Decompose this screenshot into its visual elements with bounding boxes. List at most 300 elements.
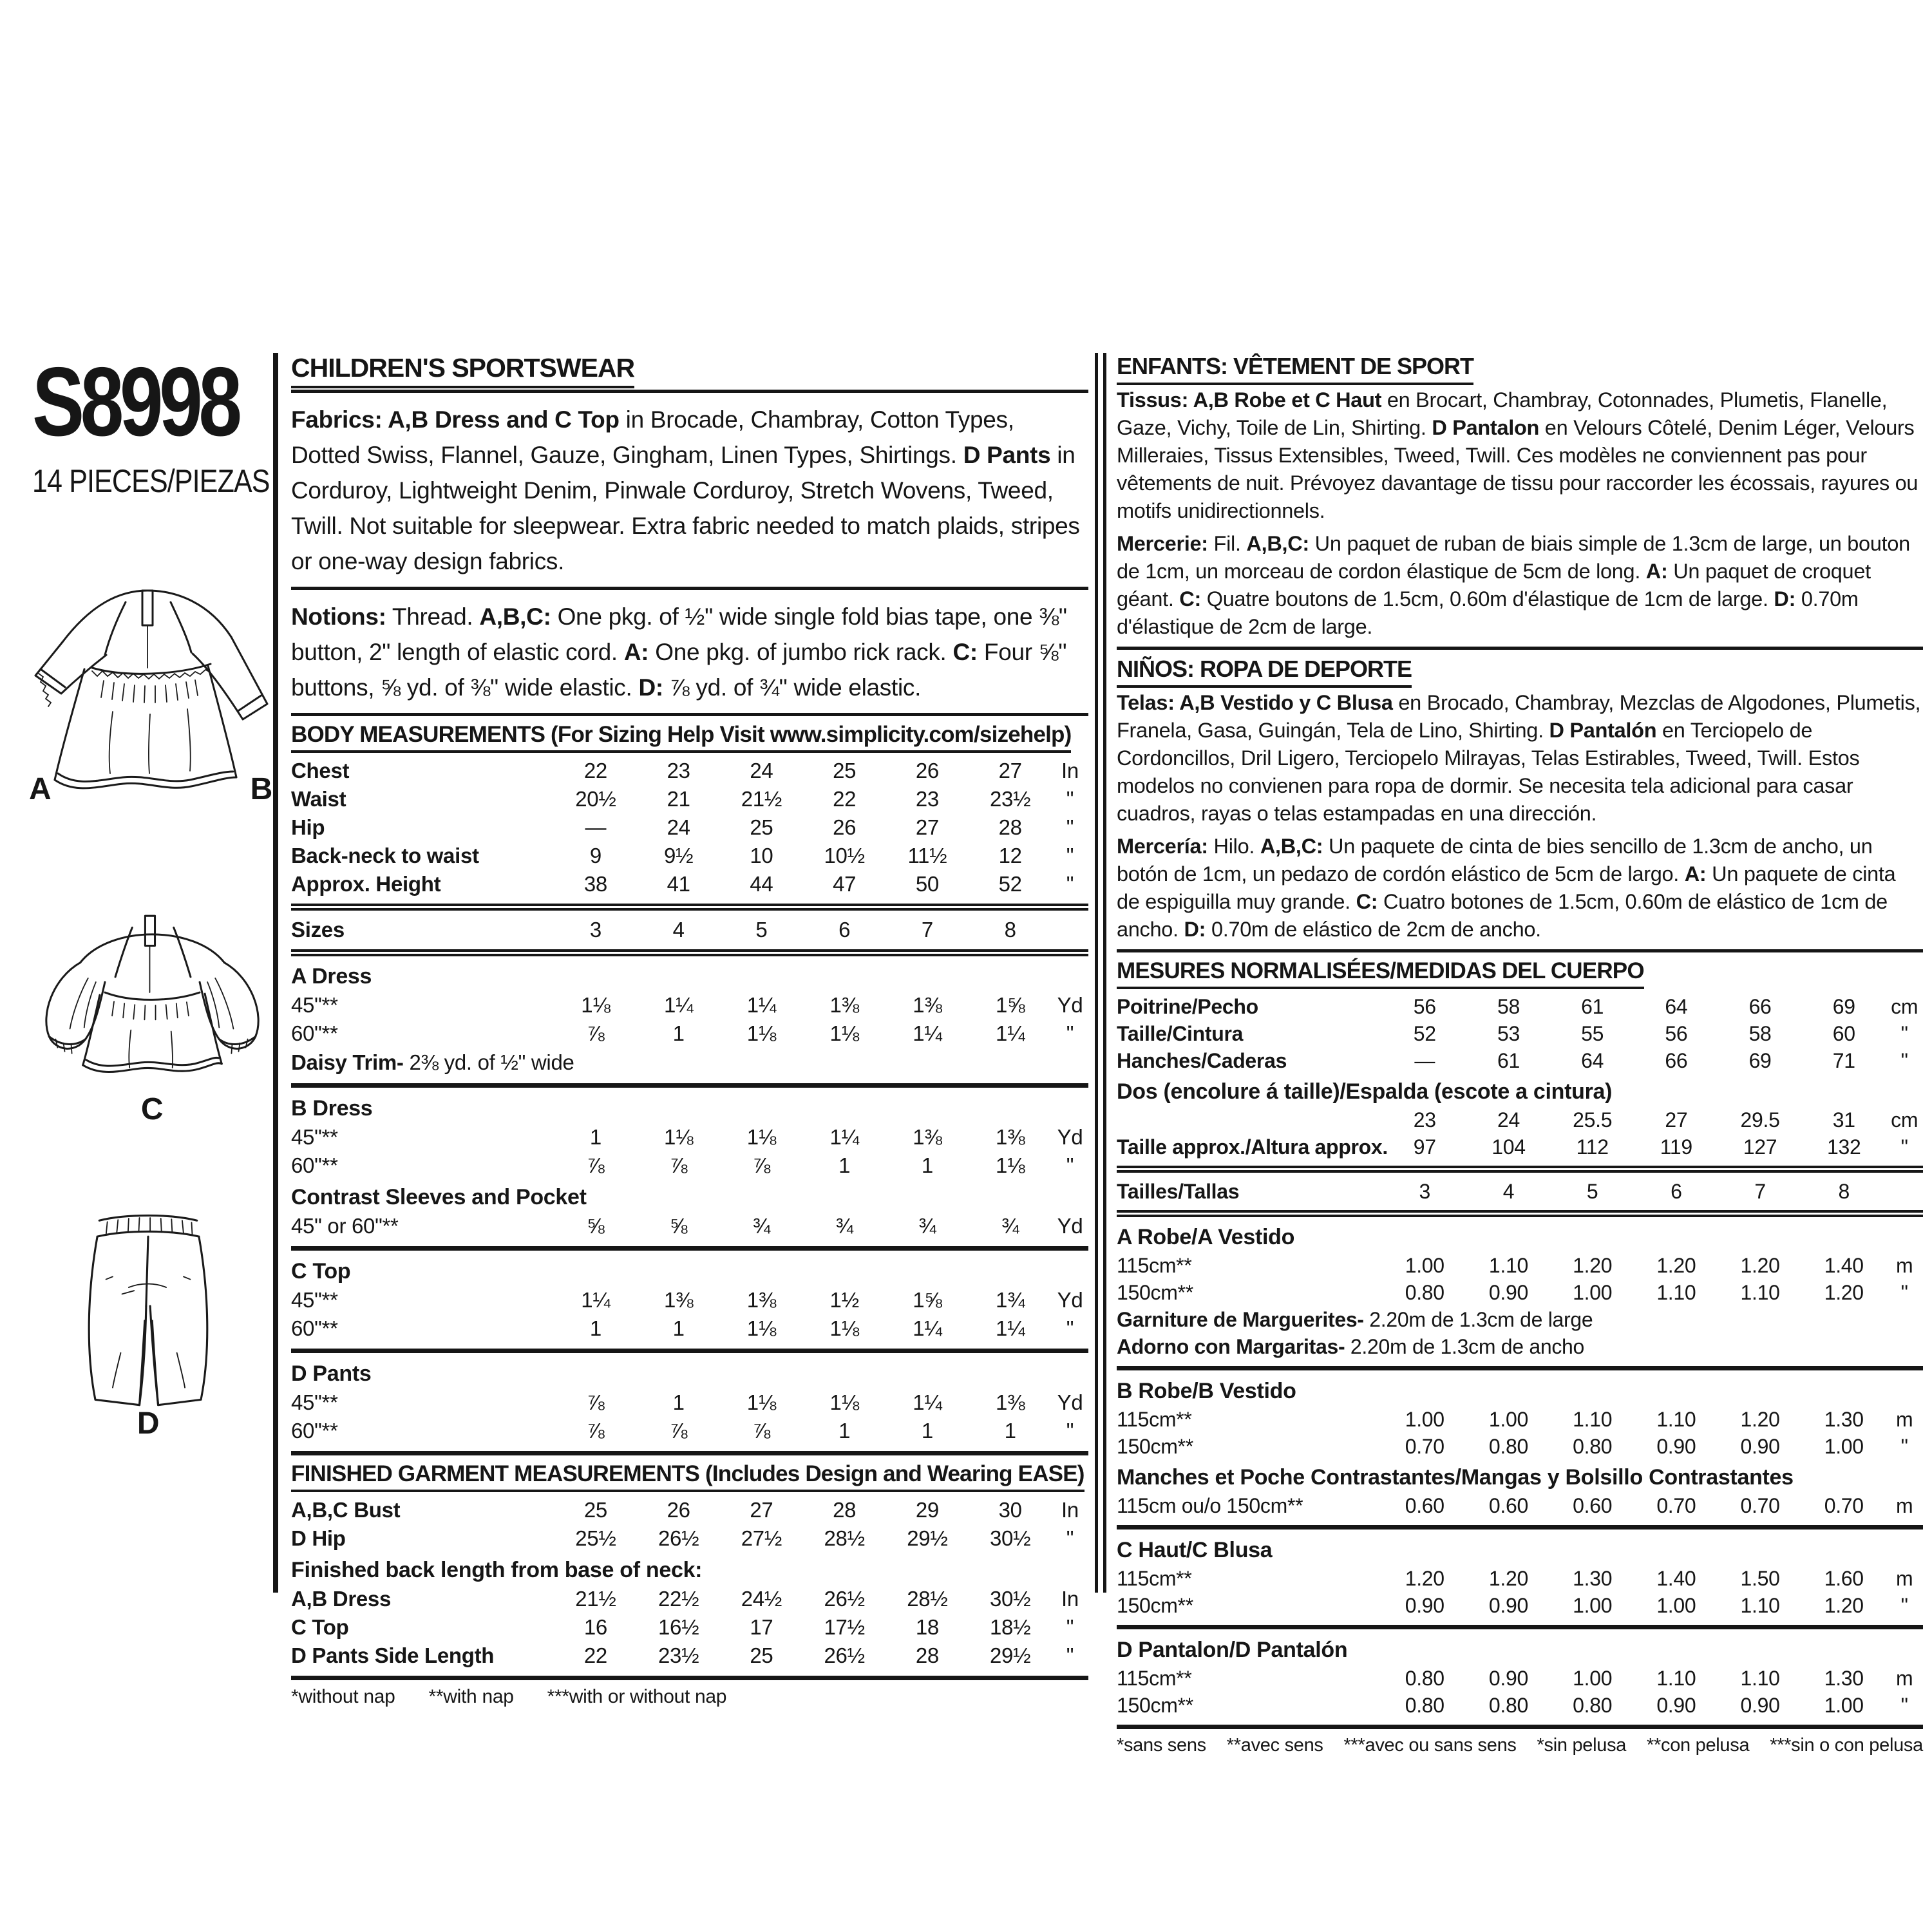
unit-cell: " xyxy=(1066,787,1074,811)
cell-value: ¾ xyxy=(752,1214,771,1238)
cell-value: 1¼ xyxy=(996,1021,1025,1045)
unit-cell: Yd xyxy=(1057,1214,1083,1238)
cell-value: 1¼ xyxy=(913,1316,942,1340)
d-pantalon-header: D Pantalon/D Pantalón xyxy=(1117,1638,1348,1662)
pattern-logo-block xyxy=(32,347,274,500)
unit-cell: cm xyxy=(1891,995,1918,1018)
cell-value: 1 xyxy=(921,1153,933,1177)
cell-value: 0.80 xyxy=(1573,1694,1613,1717)
text-segment: Quatre boutons de 1.5cm, 0.60m d'élastique de 1cm de large. xyxy=(1201,587,1774,611)
cell-value: 104 xyxy=(1492,1135,1526,1159)
garniture-note xyxy=(1117,1306,1923,1333)
unit-cell: m xyxy=(1896,1567,1913,1590)
cell-value: ⅞ xyxy=(752,1419,771,1443)
table-row xyxy=(1117,1433,1923,1460)
cell-value: 1.00 xyxy=(1573,1667,1613,1690)
text-segment: A: xyxy=(1684,862,1707,886)
text-segment: Four ⅝" buttons, ⅝ yd. of ⅜" wide elastic. xyxy=(291,639,1067,701)
cell-value: ¾ xyxy=(1001,1214,1019,1238)
text-segment: D: xyxy=(638,674,663,701)
cell-value: 24 xyxy=(750,759,773,782)
divider xyxy=(291,713,1088,716)
cell-value: 52 xyxy=(998,872,1022,896)
text-segment: One pkg. of jumbo rick rack. xyxy=(649,639,953,665)
unit-cell: m xyxy=(1896,1408,1913,1431)
footnote-with-nap: **with nap xyxy=(428,1686,514,1707)
pants-d-illustration xyxy=(64,1199,232,1441)
text-segment: Tissus: A,B Robe et C Haut xyxy=(1117,388,1382,412)
unit-cell: " xyxy=(1066,1021,1074,1045)
garment-label-c: C xyxy=(140,1092,164,1126)
section-title-english: CHILDREN'S SPORTSWEAR xyxy=(291,353,1088,383)
finished-back-length-header: Finished back length from base of neck: xyxy=(291,1558,703,1582)
cell-value: 25 xyxy=(583,1498,607,1522)
cell-value: 18½ xyxy=(989,1615,1031,1639)
table-row xyxy=(1117,1133,1923,1160)
unit-cell: Yd xyxy=(1057,993,1083,1017)
table-row xyxy=(1117,1665,1923,1692)
cell-value: 25½ xyxy=(575,1526,616,1550)
cell-value: 1.20 xyxy=(1656,1254,1696,1277)
unit-cell: " xyxy=(1900,1022,1908,1045)
cell-value: 61 xyxy=(1581,995,1604,1018)
cell-value: 23½ xyxy=(658,1643,699,1667)
cell-value: 5 xyxy=(1586,1180,1598,1203)
cell-value: 1.60 xyxy=(1824,1567,1864,1590)
table-row xyxy=(291,1585,1088,1613)
text-segment: en Velours Côtelé, Denim Léger, Velours Milleraies, Tissus Extensibles, Tweed, Twill. Ces modèles ne conviennent pas pour vêtements de nuit. Prévoyez davantage de tissu pour raccorder les écossais, rayures ou motifs unidirectionnels. xyxy=(1117,416,1918,522)
text-segment: en Terciopelo de Cordoncillos, Dril Ligero, Terciopelo Milrayas, Telas Estirables, Tweed, Twill. Estos modelos no convienen para ropa de dormir. Se necesita tela adicional para casar cuadros, rayas o telas estampadas en una dirección. xyxy=(1117,719,1860,825)
cell-value: 50 xyxy=(915,872,939,896)
cell-value: 1⅛ xyxy=(664,1125,694,1149)
cell-value: 1 xyxy=(838,1153,851,1177)
text-segment: in Corduroy, Lightweight Denim, Pinwale Corduroy, Stretch Wovens, Tweed, Twill. Not suitable for sleepwear. Extra fabric needed to match plaids, stripes or one-way design fabrics. xyxy=(291,442,1080,574)
cell-value: ⅞ xyxy=(587,1153,605,1177)
row-label: 115cm** xyxy=(1117,1408,1192,1431)
table-row xyxy=(1117,993,1923,1020)
cell-value: 0.90 xyxy=(1656,1435,1696,1458)
row-label: 115cm** xyxy=(1117,1254,1192,1277)
text-segment: C: xyxy=(1179,587,1201,611)
row-label: D Hip xyxy=(291,1526,346,1550)
row-label: Poitrine/Pecho xyxy=(1117,995,1258,1018)
cell-value: 26 xyxy=(667,1498,690,1522)
cell-value: 7 xyxy=(1754,1180,1766,1203)
text-segment: Cuatro botones de 1.5cm, 0.60m de elástico de 1cm de ancho. xyxy=(1117,890,1888,941)
cell-value: 1¼ xyxy=(996,1316,1025,1340)
text-segment: 0.70m d'élastique de 2cm de large. xyxy=(1117,587,1859,638)
divider xyxy=(291,949,1088,956)
unit-cell: m xyxy=(1896,1494,1913,1517)
center-column-divider xyxy=(1095,353,1106,1593)
row-label: 150cm** xyxy=(1117,1435,1193,1458)
table-row xyxy=(291,785,1088,813)
cell-value: 0.70 xyxy=(1405,1435,1444,1458)
cell-value: 28 xyxy=(915,1643,939,1667)
cell-value: — xyxy=(1414,1049,1435,1072)
foreign-footnotes xyxy=(1117,1735,1923,1756)
row-label: 60"** xyxy=(291,1153,338,1177)
cell-value: 1.00 xyxy=(1824,1435,1864,1458)
cell-value: 0.90 xyxy=(1405,1594,1444,1617)
table-row xyxy=(1117,1565,1923,1592)
row-label: 150cm** xyxy=(1117,1594,1193,1617)
cell-value: 1⅜ xyxy=(664,1288,694,1312)
garment-label-a: A xyxy=(29,772,52,806)
cell-value: 1.20 xyxy=(1740,1408,1780,1431)
cell-value: 24 xyxy=(667,815,690,839)
c-top-header: C Top xyxy=(291,1259,351,1283)
text-segment: Un paquete de cinta de espiguilla muy grande. xyxy=(1117,862,1896,913)
table-row xyxy=(291,1496,1088,1524)
cell-value: 21 xyxy=(667,787,690,811)
cell-value: 25 xyxy=(750,1643,773,1667)
cell-value: 0.80 xyxy=(1573,1435,1613,1458)
a-robe-header: A Robe/A Vestido xyxy=(1117,1225,1295,1249)
row-label: Chest xyxy=(291,759,350,782)
row-label: Taille/Cintura xyxy=(1117,1022,1244,1045)
table-row xyxy=(1117,1106,1923,1133)
cell-value: 1 xyxy=(921,1419,933,1443)
cell-value: 28½ xyxy=(907,1587,948,1611)
contrast-sleeves-header: Contrast Sleeves and Pocket xyxy=(291,1185,587,1209)
cell-value: 21½ xyxy=(575,1587,616,1611)
cell-value: 1¼ xyxy=(913,1021,942,1045)
row-label: D Pants Side Length xyxy=(291,1643,495,1667)
cell-value: 1⅜ xyxy=(996,1125,1025,1149)
divider xyxy=(1117,1625,1923,1629)
row-label: Hanches/Caderas xyxy=(1117,1049,1287,1072)
dos-espalda-header: Dos (encolure á taille)/Espalda (escote a cintura) xyxy=(1117,1079,1613,1104)
row-label: 115cm** xyxy=(1117,1667,1192,1690)
cell-value: 1.30 xyxy=(1824,1408,1864,1431)
table-row xyxy=(291,1642,1088,1670)
cell-value: 1.20 xyxy=(1405,1567,1444,1590)
cell-value: 26½ xyxy=(658,1526,699,1550)
divider xyxy=(291,904,1088,911)
unit-cell: " xyxy=(1900,1694,1908,1717)
unit-cell: " xyxy=(1066,1316,1074,1340)
cell-value: 0.90 xyxy=(1656,1694,1696,1717)
cell-value: ¾ xyxy=(835,1214,853,1238)
text-segment: 2.20m de 1.3cm de large xyxy=(1363,1308,1593,1331)
cell-value: 1.00 xyxy=(1573,1594,1613,1617)
footnote-avec-sens: **avec sens xyxy=(1226,1735,1323,1756)
cell-value: 10½ xyxy=(824,844,865,867)
cell-value: ⅝ xyxy=(587,1214,605,1238)
cell-value: 1 xyxy=(838,1419,851,1443)
cell-value: 1 xyxy=(589,1125,601,1149)
row-label: Tailles/Tallas xyxy=(1117,1180,1240,1203)
unit-cell: " xyxy=(1066,815,1074,839)
cell-value: 0.60 xyxy=(1405,1494,1444,1517)
cell-value: 1.40 xyxy=(1824,1254,1864,1277)
cell-value: 25 xyxy=(750,815,773,839)
row-label: Approx. Height xyxy=(291,872,441,896)
unit-cell: " xyxy=(1066,1643,1074,1667)
cell-value: 8 xyxy=(1004,918,1016,942)
cell-value: 27 xyxy=(998,759,1022,782)
footnote-sin-o-con-pelusa: ***sin o con pelusa xyxy=(1770,1735,1923,1756)
cell-value: 20½ xyxy=(575,787,616,811)
cell-value: 26½ xyxy=(824,1587,865,1611)
cell-value: 1 xyxy=(672,1316,685,1340)
footnote-con-pelusa: **con pelusa xyxy=(1647,1735,1750,1756)
divider xyxy=(1117,1210,1923,1217)
cell-value: 1.20 xyxy=(1740,1254,1780,1277)
cell-value: 1⅜ xyxy=(913,993,942,1017)
table-row xyxy=(291,813,1088,842)
footnote-avec-ou-sans-sens: ***avec ou sans sens xyxy=(1343,1735,1517,1756)
table-row xyxy=(291,1019,1088,1048)
cell-value: 119 xyxy=(1660,1135,1692,1159)
unit-cell: " xyxy=(1900,1435,1908,1458)
unit-cell: In xyxy=(1061,759,1079,782)
cell-value: 60 xyxy=(1832,1022,1855,1045)
cell-value: 0.70 xyxy=(1824,1494,1864,1517)
cell-value: 1⅜ xyxy=(746,1288,777,1312)
divider xyxy=(291,1083,1088,1088)
b-robe-header: B Robe/B Vestido xyxy=(1117,1379,1296,1403)
row-label: 115cm** xyxy=(1117,1567,1192,1590)
cell-value: 8 xyxy=(1838,1180,1850,1203)
table-row xyxy=(1117,1252,1923,1279)
text-segment: Un paquet de croquet géant. xyxy=(1117,560,1871,611)
pants-d-sketch xyxy=(64,1199,232,1410)
text-segment: Fabrics: A,B Dress and C Top xyxy=(291,406,620,433)
cell-value: 56 xyxy=(1665,1022,1688,1045)
cell-value: 28½ xyxy=(824,1526,865,1550)
divider xyxy=(291,1451,1088,1455)
cell-value: 61 xyxy=(1497,1049,1520,1072)
cell-value: 27 xyxy=(915,815,939,839)
cell-value: 3 xyxy=(1419,1180,1430,1203)
sizes-row xyxy=(1117,1178,1923,1205)
pattern-number: S8998 xyxy=(32,347,238,457)
cell-value: 41 xyxy=(667,872,690,896)
cell-value: 69 xyxy=(1832,995,1855,1018)
a-dress-header: A Dress xyxy=(291,964,372,989)
row-label: 45"** xyxy=(291,1125,338,1149)
cell-value: 22½ xyxy=(658,1587,699,1611)
cell-value: 31 xyxy=(1832,1108,1855,1132)
cell-value: 1.10 xyxy=(1740,1594,1780,1617)
cell-value: 1.20 xyxy=(1824,1281,1864,1304)
row-label: A,B,C Bust xyxy=(291,1498,401,1522)
cell-value: 1 xyxy=(672,1390,685,1414)
cell-value: ⅝ xyxy=(670,1214,688,1238)
unit-cell: " xyxy=(1900,1049,1908,1072)
footnote-sans-sens: *sans sens xyxy=(1117,1735,1206,1756)
row-label: Sizes xyxy=(291,918,345,942)
unit-cell: " xyxy=(1066,1153,1074,1177)
text-segment: in Brocade, Chambray, Cotton Types, Dotted Swiss, Flannel, Gauze, Gingham, Linen Types, Shirtings. xyxy=(291,406,1014,468)
cell-value: 23 xyxy=(1413,1108,1436,1132)
cell-value: 38 xyxy=(583,872,607,896)
row-label: A,B Dress xyxy=(291,1587,392,1611)
cell-value: 30½ xyxy=(989,1526,1031,1550)
cell-value: 69 xyxy=(1748,1049,1772,1072)
cell-value: 16½ xyxy=(658,1615,699,1639)
english-column xyxy=(291,353,1088,1708)
cell-value: 6 xyxy=(1671,1180,1682,1203)
cell-value: 9½ xyxy=(664,844,694,867)
cell-value: 27 xyxy=(1665,1108,1688,1132)
french-spanish-column xyxy=(1117,353,1923,1756)
cell-value: 4 xyxy=(672,918,685,942)
table-row xyxy=(1117,1692,1923,1719)
left-column-divider xyxy=(273,353,278,1593)
cell-value: 56 xyxy=(1413,995,1436,1018)
text-segment: Notions: xyxy=(291,603,386,630)
cell-value: 26½ xyxy=(824,1643,865,1667)
cell-value: 0.80 xyxy=(1488,1435,1528,1458)
cell-value: 1⅜ xyxy=(829,993,859,1017)
cell-value: 1¼ xyxy=(746,993,777,1017)
cell-value: 66 xyxy=(1665,1049,1688,1072)
table-row xyxy=(291,1417,1088,1445)
table-row xyxy=(291,1388,1088,1417)
cell-value: 0.70 xyxy=(1656,1494,1696,1517)
row-label: C Top xyxy=(291,1615,349,1639)
text-segment: C: xyxy=(1356,890,1378,913)
divider xyxy=(291,1349,1088,1353)
cell-value: 10 xyxy=(750,844,773,867)
table-row xyxy=(1117,1406,1923,1433)
table-row xyxy=(1117,1020,1923,1047)
cell-value: 30 xyxy=(998,1498,1022,1522)
divider xyxy=(291,1676,1088,1680)
cell-value: 17 xyxy=(750,1615,773,1639)
cell-value: 24½ xyxy=(741,1587,782,1611)
cell-value: 6 xyxy=(838,918,851,942)
text-segment: Garniture de Marguerites- xyxy=(1117,1308,1364,1331)
cell-value: 1 xyxy=(672,1021,685,1045)
unit-cell: " xyxy=(1066,1615,1074,1639)
divider xyxy=(1117,949,1923,952)
unit-cell: " xyxy=(1066,844,1074,867)
text-segment: 0.70m de elástico de 2cm de ancho. xyxy=(1206,918,1541,941)
unit-cell: " xyxy=(1900,1594,1908,1617)
cell-value: 1.20 xyxy=(1488,1567,1528,1590)
pieces-count: 14 PIECES/PIEZAS xyxy=(32,463,270,499)
cell-value: 127 xyxy=(1743,1135,1777,1159)
cell-value: 1.20 xyxy=(1573,1254,1613,1277)
top-c-sketch xyxy=(33,900,270,1074)
text-segment: en Brocado, Chambray, Mezclas de Algodones, Plumetis, Franela, Gasa, Guingán, Tela de Lino, Shirting. xyxy=(1117,691,1921,742)
cell-value: 1¾ xyxy=(996,1288,1025,1312)
table-row xyxy=(291,842,1088,870)
cell-value: 7 xyxy=(921,918,933,942)
divider xyxy=(1117,647,1923,650)
cell-value: 1 xyxy=(1004,1419,1016,1443)
text-segment: Adorno con Margaritas- xyxy=(1117,1335,1345,1358)
cell-value: 29.5 xyxy=(1740,1108,1780,1132)
footnote-sin-pelusa: *sin pelusa xyxy=(1537,1735,1627,1756)
cell-value: 1¼ xyxy=(913,1390,942,1414)
cell-value: 1.00 xyxy=(1405,1254,1444,1277)
finished-measurements-title: FINISHED GARMENT MEASUREMENTS (Includes Design and Wearing EASE) xyxy=(291,1461,1088,1487)
text-segment: One pkg. of ½" wide single fold bias tape, one ⅜" button, 2" length of elastic cord. xyxy=(291,603,1067,665)
unit-cell: Yd xyxy=(1057,1390,1083,1414)
unit-cell: cm xyxy=(1891,1108,1918,1132)
divider xyxy=(1117,1725,1923,1729)
table-row xyxy=(291,1314,1088,1343)
cell-value: 1.30 xyxy=(1824,1667,1864,1690)
cell-value: 1 xyxy=(589,1316,601,1340)
d-pants-header: D Pants xyxy=(291,1361,372,1386)
garment-label-d: D xyxy=(137,1406,160,1441)
cell-value: 29½ xyxy=(989,1643,1031,1667)
cell-value: ⅞ xyxy=(587,1419,605,1443)
cell-value: 29½ xyxy=(907,1526,948,1550)
table-row xyxy=(291,1524,1088,1553)
unit-cell: In xyxy=(1061,1498,1079,1522)
divider xyxy=(1117,1166,1923,1173)
cell-value: 0.60 xyxy=(1488,1494,1528,1517)
table-row xyxy=(291,1123,1088,1151)
cell-value: 9 xyxy=(589,844,601,867)
cell-value: 22 xyxy=(583,759,607,782)
cell-value: 23 xyxy=(915,787,939,811)
text-segment: Thread. xyxy=(386,603,480,630)
divider xyxy=(291,390,1088,393)
text-segment: A,B,C: xyxy=(479,603,551,630)
cell-value: 1.10 xyxy=(1573,1408,1613,1431)
cell-value: 1.10 xyxy=(1656,1408,1696,1431)
unit-cell: Yd xyxy=(1057,1288,1083,1312)
cell-value: 12 xyxy=(998,844,1022,867)
unit-cell: " xyxy=(1900,1281,1908,1304)
row-label: Hip xyxy=(291,815,325,839)
divider xyxy=(291,1246,1088,1251)
text-segment: Mercería: xyxy=(1117,835,1208,858)
c-haut-header: C Haut/C Blusa xyxy=(1117,1538,1273,1562)
row-label: Back-neck to waist xyxy=(291,844,479,867)
text-segment: A,B,C: xyxy=(1260,835,1323,858)
cell-value: 1⅛ xyxy=(746,1125,777,1149)
section-title-spanish: NIÑOS: ROPA DE DEPORTE xyxy=(1117,656,1923,683)
cell-value: 1⅛ xyxy=(829,1316,859,1340)
text-segment: D Pants xyxy=(963,442,1051,468)
row-label: 45" or 60"** xyxy=(291,1214,399,1238)
cell-value: ⅞ xyxy=(670,1153,688,1177)
cell-value: 0.90 xyxy=(1740,1694,1780,1717)
cell-value: 1¼ xyxy=(664,993,694,1017)
cell-value: 1⅜ xyxy=(913,1125,942,1149)
cell-value: 132 xyxy=(1827,1135,1861,1159)
cell-value: 64 xyxy=(1581,1049,1604,1072)
text-segment: Un paquet de ruban de biais simple de 1.3cm de large, un bouton de 1cm, un morceau de cordon élastique de 5cm de long. xyxy=(1117,532,1910,583)
manches-contrastantes-header: Manches et Poche Contrastantes/Mangas y Bolsillo Contrastantes xyxy=(1117,1465,1794,1490)
cell-value: 1¼ xyxy=(829,1125,859,1149)
cell-value: 0.90 xyxy=(1488,1594,1528,1617)
unit-cell: m xyxy=(1896,1667,1913,1690)
row-label: Taille approx./Altura approx. xyxy=(1117,1135,1388,1159)
b-dress-header: B Dress xyxy=(291,1096,373,1121)
mercerie-paragraph xyxy=(1117,530,1923,641)
cell-value: 52 xyxy=(1413,1022,1436,1045)
cell-value: 97 xyxy=(1413,1135,1436,1159)
table-row xyxy=(291,1286,1088,1314)
cell-value: 112 xyxy=(1576,1135,1609,1159)
cell-value: 1.20 xyxy=(1824,1594,1864,1617)
cell-value: 16 xyxy=(583,1615,607,1639)
tissus-paragraph xyxy=(1117,386,1923,525)
cell-value: 26 xyxy=(833,815,857,839)
cell-value: 47 xyxy=(833,872,857,896)
cell-value: 53 xyxy=(1497,1022,1520,1045)
